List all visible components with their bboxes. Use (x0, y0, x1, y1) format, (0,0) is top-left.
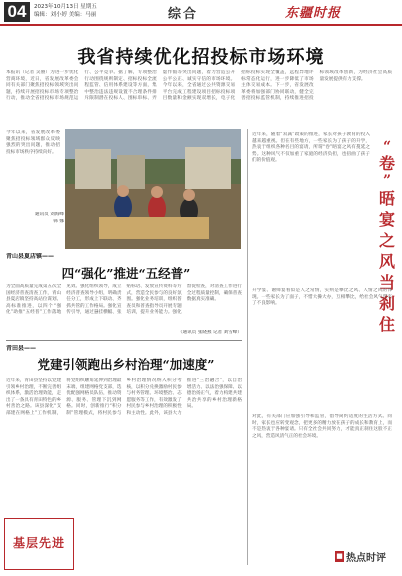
essay-title-char-7: 当 (378, 273, 395, 292)
newspaper-logo: 东疆时报 (285, 6, 342, 21)
side-note-body: 今年以来，省发展改革委聚焦招投标领域群众反映强烈的突出问题，推动招投标市场秩序持续向好。 (6, 130, 60, 155)
main-headline: 我省持续优化招投标市场环境 (77, 47, 325, 68)
section-box-title: 基层先进 (12, 536, 65, 550)
essay-title-char-3: 晤 (378, 189, 395, 208)
story-3-headline: 党建引领跑出乡村治理“加速度” (37, 357, 215, 372)
side-note-byline-1: 通讯员 刘海峰 (34, 212, 64, 217)
essay-title-char-2: ” (382, 173, 392, 189)
story-2-headline: 四“强化”推进“五经普” (61, 266, 191, 281)
column-divider (247, 129, 248, 565)
story-2-body: 为全面高质量完成第五次全国经济普查清查工作，青山县夏店镇坚持高站位谋划、高标准推进，以四个“强化”助推“五经普”工作落地见效。强化组织领导，成立经济普查领导小组，明确责任分工，形成上下联动、齐抓共管的工作格局。强化宣传引导，通过悬挂横幅、张贴标语、发放宣传资料等方式，营造全民参与的良好氛围。强化业务培训，组织普查员和普查指导员开展专题培训，提升业务能力。强化督促检查，对清查工作进行全过程质量控制，确保普查数据真实准确。 (6, 284, 242, 316)
essay-title-char-8: 刹 (378, 294, 395, 313)
issue-date: 2023年10月13日 星期五 (34, 4, 97, 10)
column-badge (335, 548, 397, 564)
section-box-label (4, 518, 74, 570)
essay-body-3: 对此，有关部门应加强引导和监管，倡导简约适度的生活方式。同时，家长也应转变观念，把更多的精力放在孩子的成长和教育上，而不是热衷于各种宴请。只有全社会共同努力，才能真正刹住这股不正之风，营造风清气正的社会环境。 (252, 414, 392, 439)
column-badge-label: 热点时评 (346, 552, 386, 564)
issue-editors: 编辑：刘小婷 美编：马丽 (34, 12, 97, 18)
issue-meta (34, 3, 134, 19)
hot-badge-icon: ■ (336, 551, 343, 560)
story-3-dateline: 青田县—— (6, 345, 37, 352)
news-photo (65, 129, 241, 249)
side-note-byline-2: 韩 娜 (53, 219, 64, 224)
essay-title-char-9: 住 (378, 315, 395, 334)
main-story-body: 本报讯（记者 吴丽）为进一步优化营商环境，近日，省发展改革委会同有关部门聚焦招投标领域突出问题，持续开展招投标市场专项整治行动，推动全省招投标市场规范运行、公平竞争。据了解，专项整治行动围绕规则制定、招标投标全流程监管、信用体系建设等方面，集中整治违法违规设置不合理条件排斥限制潜在投标人、围标串标、弄虚作假等突出问题，着力营造公开公平公正、诚实守信的市场环境。今年以来，全省通过公共资源交易平台完成工程建设项目招标投标项目数量和金额实现双增长，电子化招标投标实现全覆盖，远程异地评标常态化运行，进一步降低了市场主体交易成本。下一步，省发展改革委将加强部门协同联动，健全完善招投标监管机制，持续推进招投标领域改革创新，为经济社会高质量发展提供有力支撑。 (6, 70, 392, 102)
story-divider (6, 340, 242, 341)
essay-title-char-5: 之 (378, 231, 395, 250)
header-rule (0, 24, 402, 26)
story-3-body: 近年来，青田县坚持以党建引领乡村治理，不断完善组织体系，激活治理效能，走出了一条具有青田特色的乡村善治之路。该县深化“支部建在网格上”工作机制，将党组织触角延伸到治理最末端，组建网格党支部，选优配强网格员队伍，推动资源、服务、管理下沉到网格。同时，创新推行“积分制”管理模式，将村民参与乡村治理情况纳入积分考核，以积分兑换激励村民参与村务管理、环境整治、志愿服务等工作，有效激发了村民参与乡村治理的积极性和主动性。此外，该县大力推进“三治融合”，以自治增活力、以法治强保障、以德治扬正气，着力构建共建共治共享的乡村治理新格局。 (6, 378, 242, 416)
essay-title-char-6: 风 (378, 252, 395, 271)
story-2-dateline: 青山县夏店镇—— (6, 253, 55, 260)
essay-body-1: 近年来，随着“双减”政策的推进，家长对孩子教育的投入越来越重视。但在有些地方，一些家长为了孩子的升学，热衷于组织各种名目的宴请，所谓“卷”晤宴之风有蔓延之势。这种风气不仅加重了家庭的经济负担，也扭曲了孩子们的价值观。 (252, 132, 370, 164)
essay-title-char-0: “ (382, 139, 392, 155)
essay-body-2: 升学宴、谢师宴看似是人之常情，实则是攀比之风、人情之风的体现。一些家长为了面子，不惜大操大办，互相攀比，给社会风气带来了不良影响。 (252, 288, 392, 307)
story-2-byline: （通讯员 张晓燕 记者 刘雪峰） (177, 330, 242, 335)
page-number: 04 (4, 2, 30, 22)
essay-title-char-4: 宴 (378, 210, 395, 229)
section-title: 综合 (168, 7, 199, 22)
essay-title-char-1: 卷 (378, 154, 395, 173)
